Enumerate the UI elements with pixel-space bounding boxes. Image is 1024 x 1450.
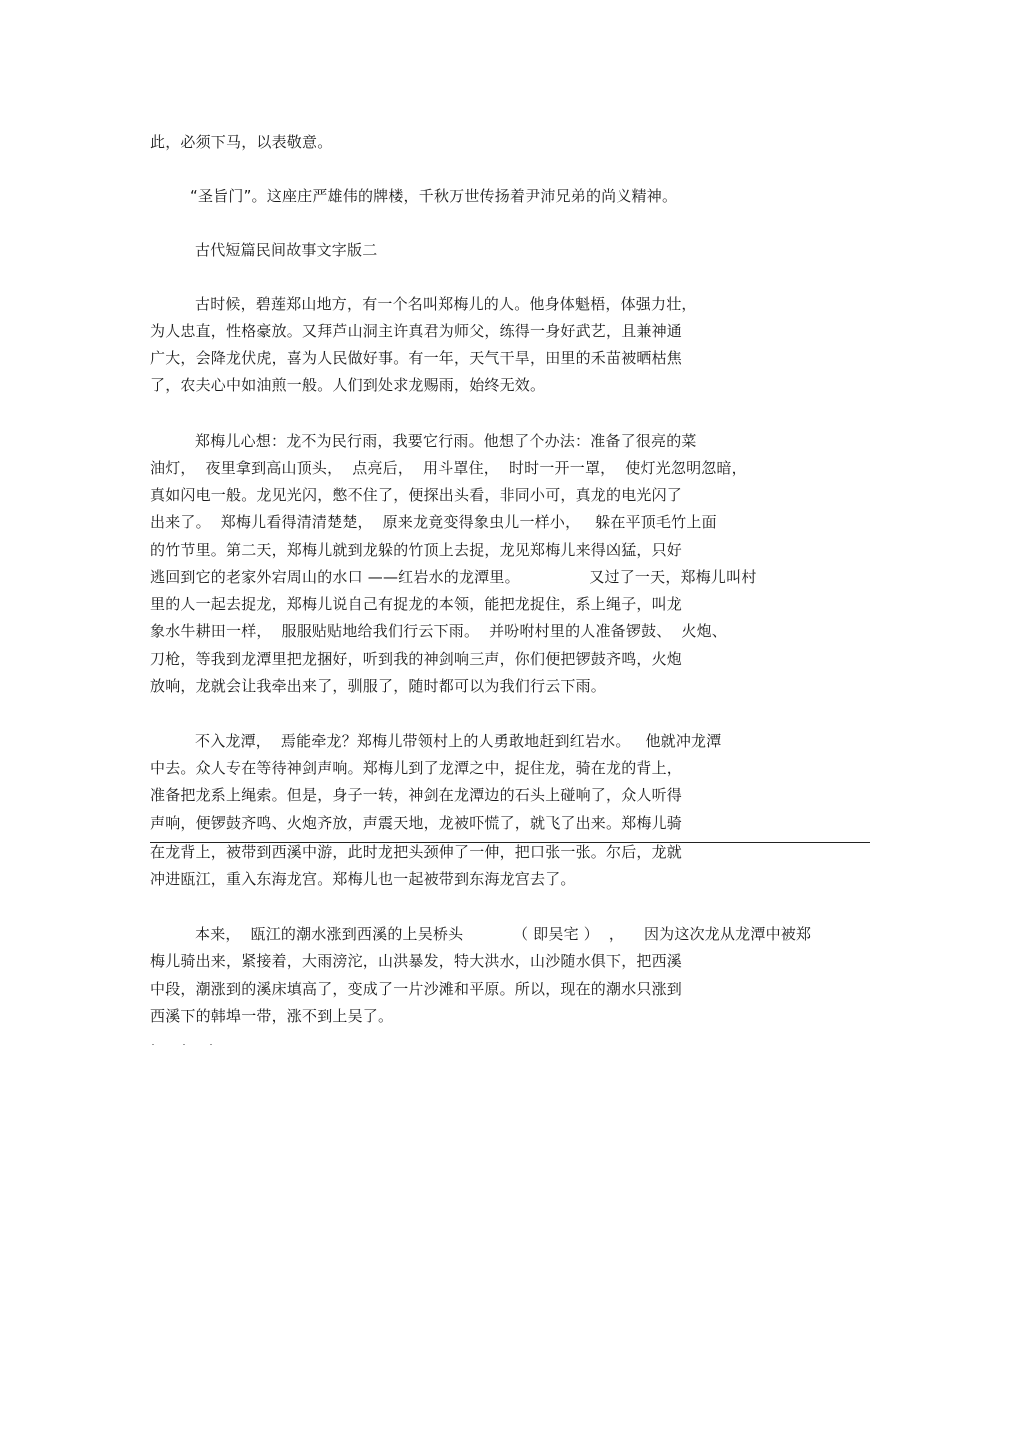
paragraph-line: 油灯， 夜里拿到高山顶头， 点亮后， 用斗罩住， 时时一开一罩， 使灯光忽明忽暗， — [150, 459, 747, 477]
scan-speck — [210, 1044, 212, 1045]
paragraph-line: 古时候，碧莲郑山地方，有一个名叫郑梅儿的人。他身体魁梧，体强力壮， — [195, 295, 697, 313]
paragraph-line: 本来， 瓯江的潮水涨到西溪的上吴桥头 （ 即吴宅 ） ， 因为这次龙从龙潭中被郑 — [195, 925, 812, 943]
paragraph-line: 冲进瓯江，重入东海龙宫。郑梅儿也一起被带到东海龙宫去了。 — [150, 870, 576, 888]
paragraph-line: 象水牛耕田一样， 服服贴贴地给我们行云下雨。 并吩咐村里的人准备锣鼓、 火炮、 — [150, 622, 728, 640]
paragraph-line: 出来了。 郑梅儿看得清清楚楚， 原来龙竟变得象虫儿一样小， 躲在平顶毛竹上面 — [150, 513, 717, 531]
paragraph-line: 真如闪电一般。龙见光闪，憋不住了，便探出头看，非同小可，真龙的电光闪了 — [150, 486, 683, 504]
paragraph-line: 刀枪，等我到龙潭里把龙捆好，听到我的神剑响三声，你们便把锣鼓齐鸣，火炮 — [150, 650, 683, 668]
paragraph-line: 里的人一起去捉龙，郑梅儿说自己有捉龙的本领，能把龙捉住，系上绳子，叫龙 — [150, 595, 683, 613]
paragraph-line: 梅儿骑出来，紧接着，大雨滂沱，山洪暴发，特大洪水，山沙随水俱下，把西溪 — [150, 952, 683, 970]
text-line: “圣旨门”。这座庄严雄伟的牌楼，千秋万世传扬着尹沛兄弟的尚义精神。 — [190, 187, 678, 205]
paragraph-line: 的竹节里。第二天，郑梅儿就到龙躲的竹顶上去捉，龙见郑梅儿来得凶猛，只好 — [150, 541, 683, 559]
paragraph-line: 广大，会降龙伏虎，喜为人民做好事。有一年，天气干旱，田里的禾苗被晒枯焦 — [150, 349, 683, 367]
scan-speck — [152, 1044, 154, 1045]
paragraph-line: 在龙背上，被带到西溪中游，此时龙把头颈伸了一伸，把口张一张。尔后，龙就 — [150, 843, 683, 861]
paragraph-line: 了，农夫心中如油煎一般。人们到处求龙赐雨，始终无效。 — [150, 376, 546, 394]
paragraph-line: 中去。众人专在等待神剑声响。郑梅儿到了龙潭之中，捉住龙，骑在龙的背上， — [150, 759, 683, 777]
scan-specks — [150, 1043, 220, 1047]
scan-speck — [183, 1044, 185, 1045]
paragraph-line: 西溪下的韩埠一带，涨不到上吴了。 — [150, 1007, 394, 1025]
paragraph-line: 中段，潮涨到的溪床填高了，变成了一片沙滩和平原。所以，现在的潮水只涨到 — [150, 980, 683, 998]
paragraph-line: 不入龙潭， 焉能牵龙？郑梅儿带领村上的人勇敢地赶到红岩水。 他就冲龙潭 — [195, 732, 722, 750]
text-line: 此，必须下马，以表敬意。 — [150, 133, 333, 151]
paragraph-line: 为人忠直，性格豪放。又拜芦山洞主许真君为师父，练得一身好武艺，且兼神通 — [150, 322, 683, 340]
paragraph-line: 放响，龙就会让我牵出来了，驯服了，随时都可以为我们行云下雨。 — [150, 677, 607, 695]
paragraph-line: 声响，便锣鼓齐鸣、火炮齐放，声震天地，龙被吓慌了，就飞了出来。郑梅儿骑 — [150, 814, 683, 832]
paragraph-line: 逃回到它的老家外宕周山的水口 ——红岩水的龙潭里。 又过了一天，郑梅儿叫村 — [150, 568, 757, 586]
paragraph-line: 郑梅儿心想：龙不为民行雨，我要它行雨。他想了个办法：准备了很亮的菜 — [195, 432, 697, 450]
paragraph-line: 准备把龙系上绳索。但是，身子一转，神剑在龙潭边的石头上碰响了，众人听得 — [150, 786, 683, 804]
section-title: 古代短篇民间故事文字版二 — [195, 241, 378, 259]
